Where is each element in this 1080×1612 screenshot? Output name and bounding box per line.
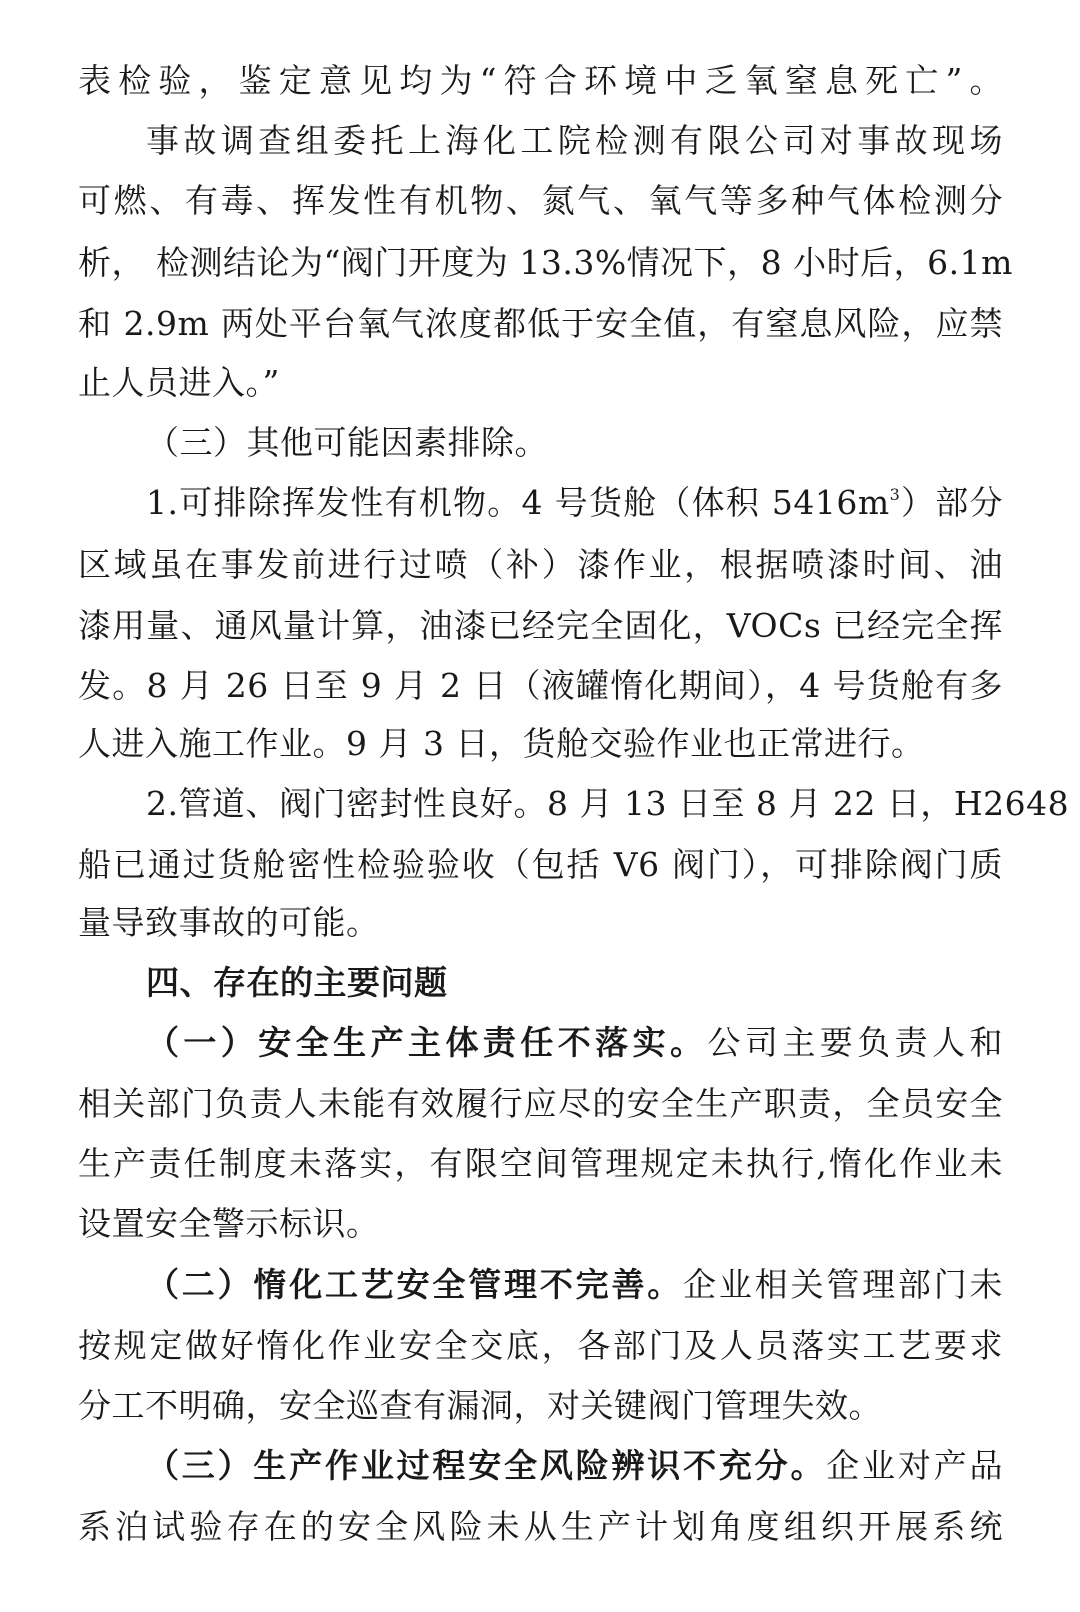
paragraph-line: 止人员进入。” [78, 363, 280, 402]
item-text: ）部分 [900, 483, 1003, 522]
paragraph-line: 表检验，鉴定意见均为“符合环境中乏氧窒息死亡”。 [78, 61, 1003, 100]
paragraph-line: 2.管道、阀门密封性良好。8 月 13 日至 8 月 22 日，H2648 [146, 784, 1070, 823]
paragraph-line: 事故调查组委托上海化工院检测有限公司对事故现场 [146, 121, 1003, 160]
paragraph-line: 发。8 月 26 日至 9 月 2 日（液罐惰化期间），4 号货舱有多 [78, 666, 1003, 705]
paragraph-line: 区域虽在事发前进行过喷（补）漆作业，根据喷漆时间、油 [78, 545, 1003, 584]
paragraph-line [146, 1012, 1003, 1074]
paragraph-line: 按规定做好惰化作业安全交底，各部门及人员落实工艺要求 [78, 1326, 1003, 1365]
superscript: 3 [889, 485, 901, 504]
item-text: 1.可排除挥发性有机物。4 号货舱（体积 5416m [146, 483, 890, 522]
issue-heading: （三）生产作业过程安全风险辨识不充分。 [146, 1446, 827, 1485]
paragraph-line [146, 1254, 1003, 1316]
issue-heading: （二）惰化工艺安全管理不完善。 [146, 1265, 684, 1304]
issue-text: 公司主要负责人和 [707, 1023, 1004, 1062]
paragraph-line: 相关部门负责人未能有效履行应尽的安全生产职责，全员安全 [78, 1084, 1003, 1123]
paragraph-line: 设置安全警示标识。 [78, 1204, 380, 1243]
chapter-heading: 四、存在的主要问题 [146, 963, 448, 1002]
paragraph-line: 量导致事故的可能。 [78, 903, 380, 942]
paragraph-line: 船已通过货舱密性检验验收（包括 V6 阀门），可排除阀门质 [78, 845, 1003, 884]
paragraph-line [146, 1435, 1003, 1497]
paragraph-line: 生产责任制度未落实，有限空间管理规定未执行,惰化作业未 [78, 1144, 1003, 1183]
paragraph-line: 析， 检测结论为“阀门开度为 13.3%情况下，8 小时后，6.1m [78, 243, 1013, 282]
paragraph-line: 和 2.9m 两处平台氧气浓度都低于安全值，有窒息风险，应禁 [78, 304, 1003, 343]
paragraph-line: 分工不明确，安全巡查有漏洞，对关键阀门管理失效。 [78, 1386, 882, 1425]
paragraph-line: 漆用量、通风量计算，油漆已经完全固化，VOCs 已经完全挥 [78, 606, 1003, 645]
section-heading: （三）其他可能因素排除。 [146, 423, 548, 462]
paragraph-line: 人进入施工作业。9 月 3 日，货舱交验作业也正常进行。 [78, 724, 925, 763]
paragraph-line: 可燃、有毒、挥发性有机物、氮气、氧气等多种气体检测分 [78, 181, 1003, 220]
paragraph-line: 系泊试验存在的安全风险未从生产计划角度组织开展系统 [78, 1507, 1003, 1546]
paragraph-line [146, 472, 1003, 534]
issue-text: 企业对产品 [826, 1446, 1004, 1485]
issue-text: 企业相关管理部门未 [683, 1265, 1004, 1304]
issue-heading: （一）安全生产主体责任不落实。 [146, 1023, 708, 1062]
